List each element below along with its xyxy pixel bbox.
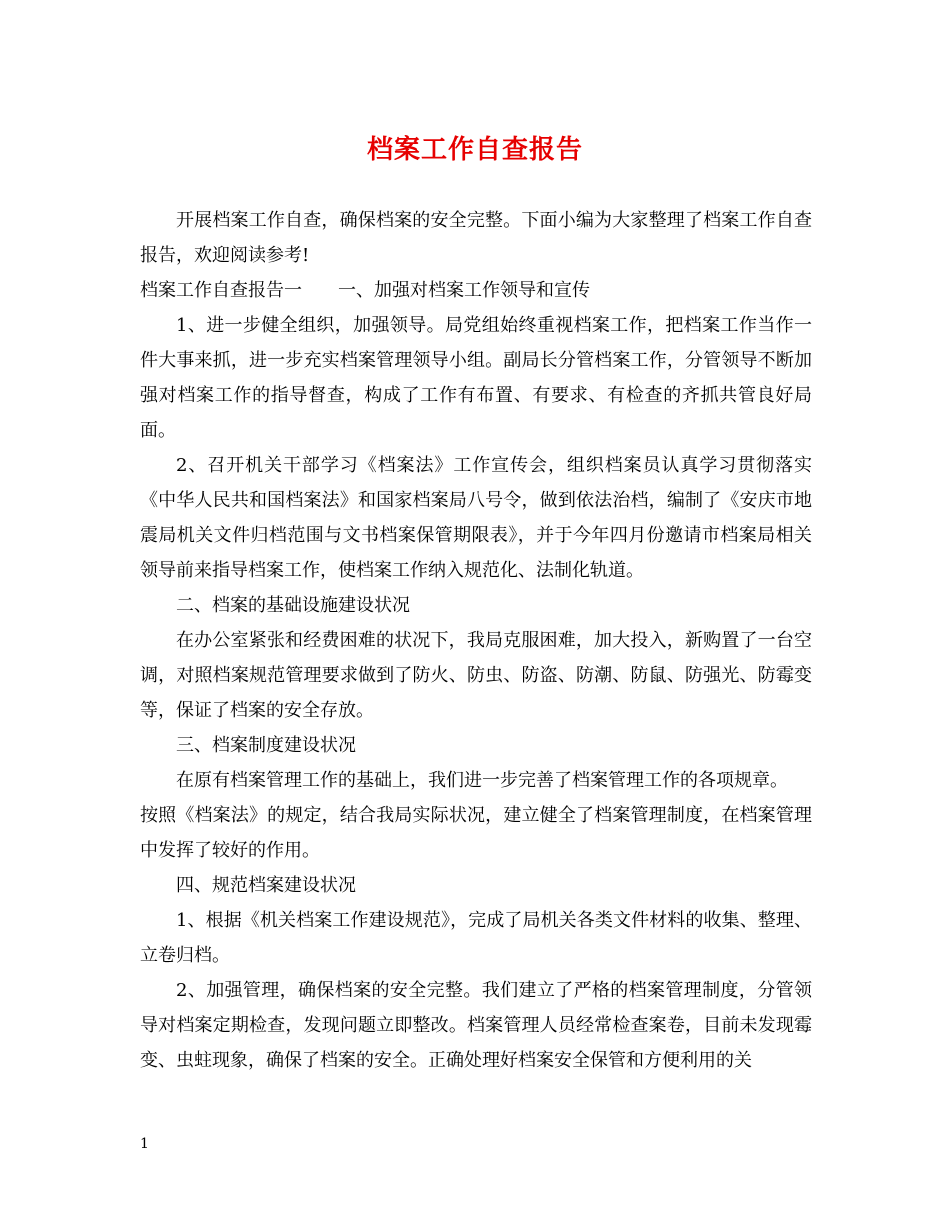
- section1-heading: 一、加强对档案工作领导和宣传: [338, 280, 590, 301]
- report-heading: 档案工作自查报告一: [140, 280, 302, 301]
- paragraph: 1、进一步健全组织，加强领导。局党组始终重视档案工作，把档案工作当作一件大事来抓，进一步充实档案管理领导小组。副局长分管档案工作，分管领导不断加强对档案工作的指导督查，构成了工作有布置、有要求、有检查的齐抓共管良好局面。: [140, 315, 812, 441]
- paragraph: 2、召开机关干部学习《档案法》工作宣传会，组织档案员认真学习贯彻落实《中华人民共和国档案法》和国家档案局八号令，做到依法治档，编制了《安庆市地震局机关文件归档范围与文书档案保管期限表》，并于今年四月份邀请市档案局相关领导前来指导档案工作，使档案工作纳入规范化、法制化轨道。: [140, 455, 812, 581]
- paragraph: 2、加强管理，确保档案的安全完整。我们建立了严格的档案管理制度，分管领导对档案定期检查，发现问题立即整改。档案管理人员经常检查案卷，目前未发现霉变、虫蛀现象，确保了档案的安全。正确处理好档案安全保管和方便利用的关: [140, 980, 812, 1071]
- intro-paragraph: 开展档案工作自查，确保档案的安全完整。下面小编为大家整理了档案工作自查报告，欢迎阅读参考!: [140, 210, 812, 266]
- report-heading-line: [140, 273, 812, 308]
- section-heading: 二、档案的基础设施建设状况: [176, 595, 410, 616]
- document-body: [140, 203, 812, 1078]
- page-number: 1: [140, 1136, 149, 1152]
- paragraph: 按照《档案法》的规定，结合我局实际状况，建立健全了档案管理制度，在档案管理中发挥了较好的作用。: [140, 805, 812, 861]
- section-heading: 三、档案制度建设状况: [176, 735, 356, 756]
- document-title: 档案工作自查报告: [366, 135, 583, 165]
- section-heading: 四、规范档案建设状况: [176, 875, 356, 896]
- paragraph: 在办公室紧张和经费困难的状况下，我局克服困难，加大投入，新购置了一台空调，对照档案规范管理要求做到了防火、防虫、防盗、防潮、防鼠、防强光、防霉变等，保证了档案的安全存放。: [140, 630, 812, 721]
- paragraph: 1、根据《机关档案工作建设规范》，完成了局机关各类文件材料的收集、整理、立卷归档。: [140, 910, 812, 966]
- paragraph: 在原有档案管理工作的基础上，我们进一步完善了档案管理工作的各项规章。: [176, 770, 788, 791]
